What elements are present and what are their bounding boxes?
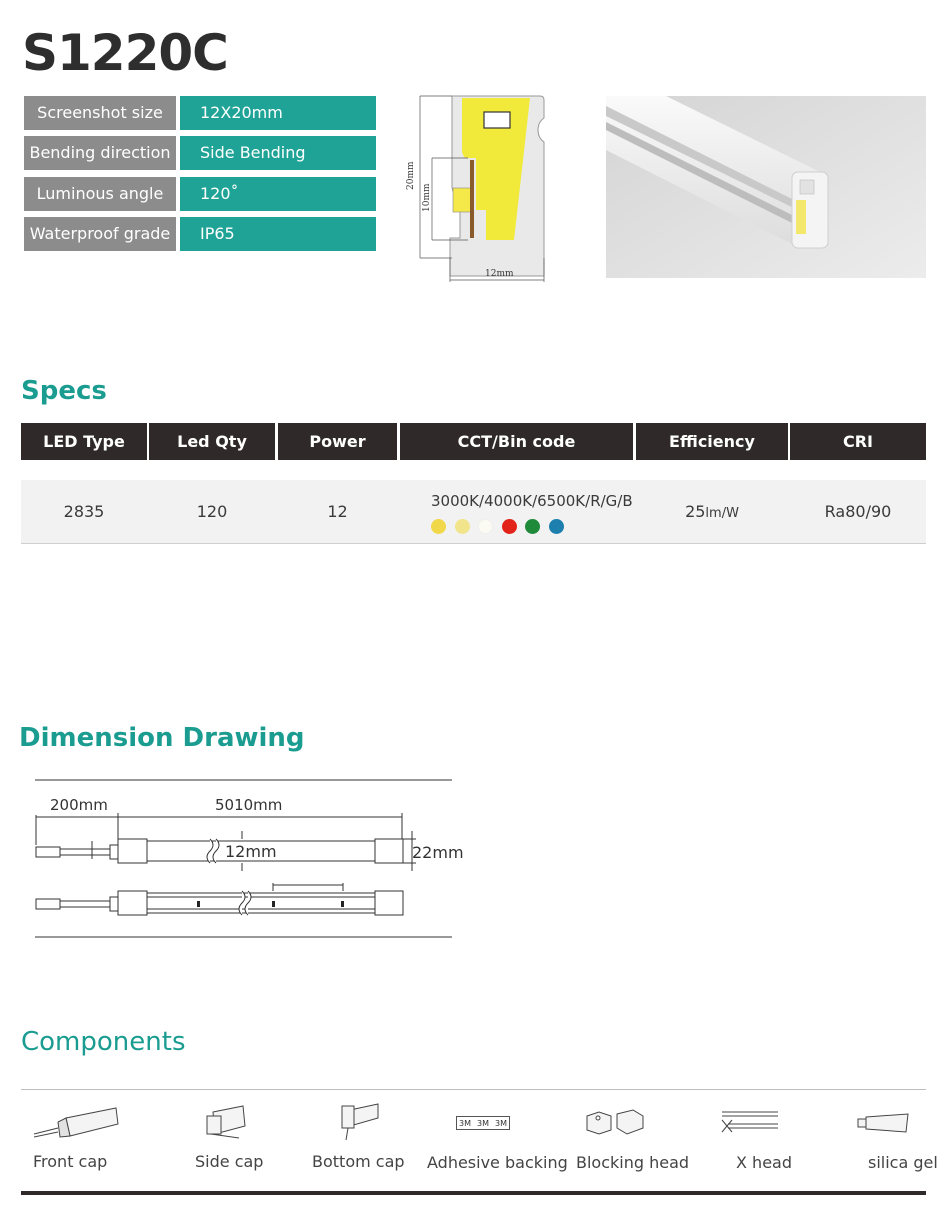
attribute-label: Luminous angle [24,177,176,211]
specs-title: Specs [21,376,107,406]
profile-width-label: 12mm [485,269,514,279]
attribute-label: Waterproof grade [24,217,176,251]
adhesive-backing-icon [456,1116,510,1130]
attribute-label: Bending direction [24,136,176,170]
specs-cell-power: 12 [327,502,348,521]
specs-header-efficiency: Efficiency [636,423,788,460]
profile-inner-label: 10mm [422,183,432,212]
specs-cell-led-type: 2835 [63,502,105,521]
components-divider [21,1089,926,1090]
profile-cross-section-drawing [400,90,560,285]
attribute-value: Side Bending [180,136,376,170]
component-label-front-cap: Front cap [33,1152,108,1171]
tape-label: 3M [477,1119,489,1128]
dimension-title: Dimension Drawing [19,723,305,753]
strip-length-label: 5010mm [215,796,283,814]
product-photo [606,96,926,278]
attribute-row [24,96,376,130]
specs-header-cct: CCT/Bin code [400,423,633,460]
specs-cell-cri: Ra80/90 [824,502,892,521]
attribute-label: Screenshot size [24,96,176,130]
component-label-adhesive-backing: Adhesive backing [427,1153,568,1172]
specs-cell-efficiency [636,480,788,544]
tape-label: 3M [495,1119,507,1128]
tape-label: 3M [459,1119,471,1128]
specs-header-cri: CRI [790,423,926,460]
attribute-row [24,177,376,211]
component-label-bottom-cap: Bottom cap [312,1152,405,1171]
component-label-x-head: X head [736,1153,792,1172]
specs-header-power: Power [278,423,397,460]
profile-height-label: 20mm [406,161,416,190]
efficiency-value: 25 [685,502,706,521]
color-swatch-dot [502,519,517,534]
side-cap-icon [203,1104,249,1140]
footer-rule [21,1191,926,1195]
components-title: Components [21,1027,186,1057]
component-label-silica-gel: silica gel [868,1153,938,1172]
attribute-value: 120˚ [180,177,376,211]
attribute-row [24,217,376,251]
x-head-icon [720,1106,782,1140]
specs-header-led-qty: Led Qty [149,423,275,460]
bottom-cap-icon [338,1100,382,1142]
front-cap-icon [30,1104,122,1140]
specs-cell-led-qty: 120 [196,502,228,521]
specs-header-led-type: LED Type [21,423,147,460]
specs-cell-cct: 3000K/4000K/6500K/R/G/B [431,492,633,510]
strip-width-label: 12mm [225,842,277,861]
attribute-value: IP65 [180,217,376,251]
color-swatch-dot [455,519,470,534]
attribute-value: 12X20mm [180,96,376,130]
attribute-row [24,136,376,170]
cap-width-label: 22mm [412,843,464,862]
component-label-blocking-head: Blocking head [576,1153,690,1172]
color-swatch-dot [431,519,446,534]
silica-gel-icon [856,1112,912,1134]
lead-length-label: 200mm [50,796,108,814]
color-swatch-dot [549,519,564,534]
component-label-side-cap: Side cap [195,1152,264,1171]
efficiency-unit: lm/W [705,506,739,521]
blocking-head-icon [585,1106,647,1140]
product-title: S1220C [22,24,228,82]
